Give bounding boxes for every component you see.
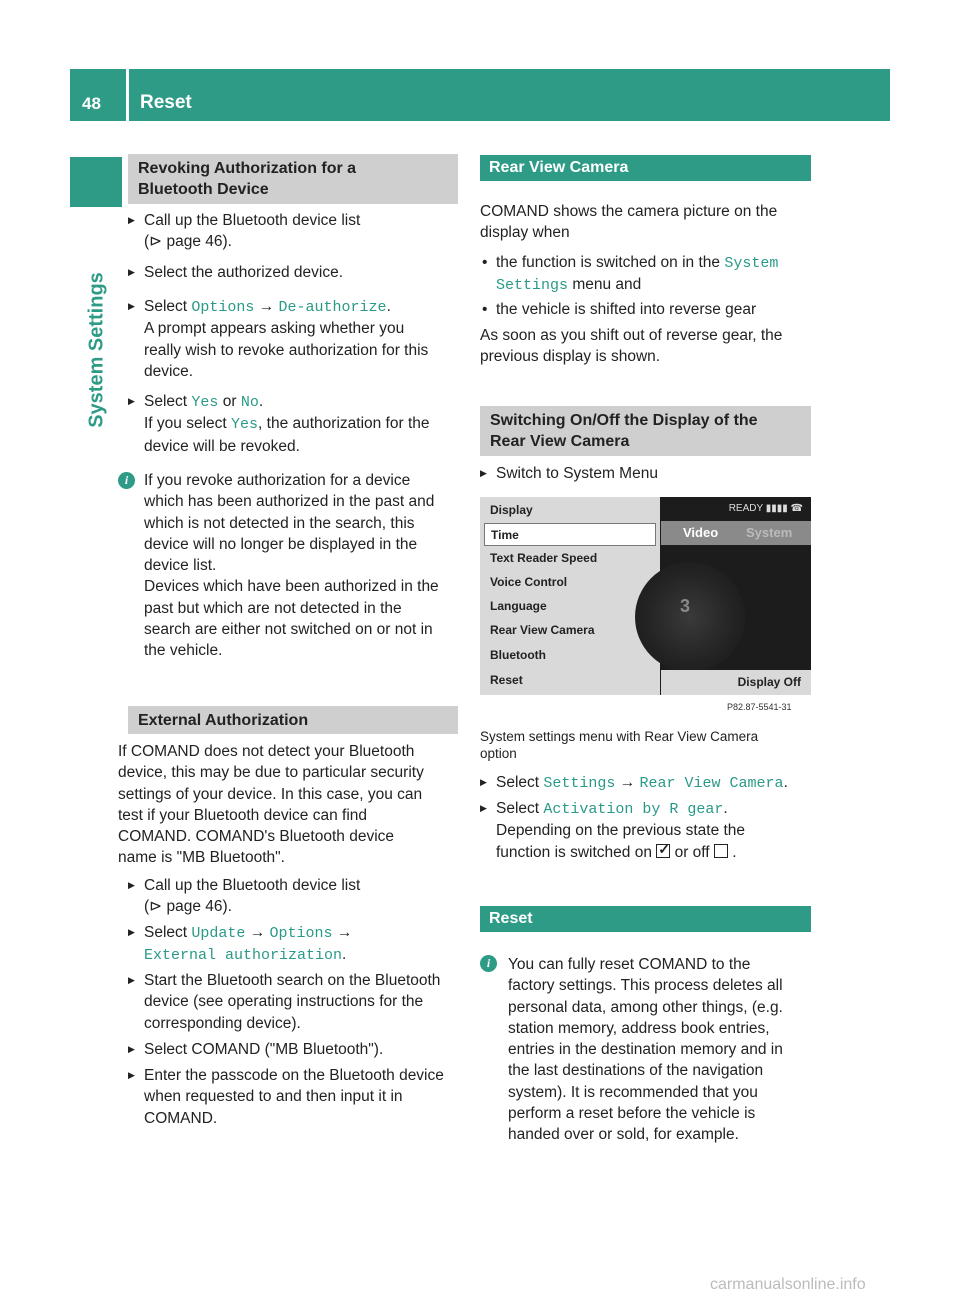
menu-item-language[interactable]: Language [490,599,547,613]
menu-item-reset[interactable]: Reset [490,673,523,687]
rear-camera-paragraph-2: As soon as you shift out of reverse gear, the previous display is shown. [480,327,783,366]
revoke-step-3: ▶ Select Options → De-authorize. A prompt appears asking whether you really wish to revoke authorization for this device. [128,296,428,382]
external-step-1: ▶ Call up the Bluetooth device list (⊳ page 46). [128,875,360,918]
revoke-info-note: If you revoke authorization for a device which has been authorized in the past and which is not detected in the search, this device will no longer be displayed in the device list. Devices which have been authorized in the past but which are not detected in the search are either not switched on or not in the vehicle. [144,472,439,660]
menu-option-de-authorize: De-authorize [278,299,387,316]
tab-video[interactable]: Video [683,525,719,540]
revoke-step-2: ▶ Select the authorized device. [128,262,343,283]
switching-step-1: ▶ Switch to System Menu [480,463,658,484]
reset-heading: Reset [480,906,811,932]
screenshot-code: P82.87-5541-31 [727,702,792,712]
external-step-2: ▶ Select Update → Options → External authorization. [128,922,352,967]
revoke-heading: Revoking Authorization for a Bluetooth Device [128,154,458,204]
menu-item-bluetooth[interactable]: Bluetooth [490,648,546,662]
switching-heading: Switching On/Off the Display of the Rear View Camera [480,406,811,456]
rear-camera-heading: Rear View Camera [480,155,811,181]
switching-step-3: ▶ Select Activation by R gear. Depending on the previous state the function is switched on ✓ or off . [480,798,745,863]
tab-bar [661,521,811,545]
external-heading: External Authorization [128,706,458,734]
page-title: Reset [140,92,192,113]
menu-item-time[interactable]: Time [484,523,656,546]
reset-info-note: You can fully reset COMAND to the factory settings. This process deletes all personal data, among other things, (e.g. station memory, address book entries, entries in the destination memory and in the last destinations of the navigation system). It is recommended that you perform a reset before the vehicle is handed over or sold, for example. [508,956,783,1144]
header-divider [126,69,129,121]
menu-item-rear-view-camera[interactable]: Rear View Camera [490,623,595,637]
revoke-step-4: ▶ Select Yes or No. If you select Yes, the authorization for the device will be revoked. [128,391,430,457]
menu-option-no: No [240,394,259,411]
external-step-3: ▶ Start the Bluetooth search on the Bluetooth device (see operating instructions for the corresponding device). [128,970,440,1034]
header-bar [70,69,890,121]
side-tab-label: System Settings [85,272,108,428]
external-step-4: ▶ Select COMAND ("MB Bluetooth"). [128,1039,383,1060]
tab-system[interactable]: System [746,525,793,540]
page-number: 48 [82,94,101,113]
screenshot-caption: System settings menu with Rear View Camera option [480,729,759,761]
external-step-5: ▶ Enter the passcode on the Bluetooth device when requested to and then input it in COMAND. [128,1065,444,1129]
info-icon: i [118,472,135,489]
info-icon: i [480,955,497,972]
status-bar: READY ▮▮▮▮ ☎ [661,497,811,521]
system-menu-list [480,497,660,695]
menu-item-display[interactable]: Display [490,503,533,517]
rear-camera-paragraph: COMAND shows the camera picture on the display when [480,203,778,242]
menu-item-voice-control[interactable]: Voice Control [490,575,568,589]
menu-option-yes: Yes [191,394,219,411]
rear-camera-bullet-2: • the vehicle is shifted into reverse gear [480,299,756,320]
clock-dial [635,562,745,672]
menu-option-options: Options [191,299,255,316]
display-off-button[interactable]: Display Off [661,670,811,695]
checkbox-checked-icon [656,844,670,858]
menu-item-text-reader-speed[interactable]: Text Reader Speed [490,551,598,565]
clock-dial-label: 3 [680,596,691,616]
checkbox-unchecked-icon [714,844,728,858]
watermark: carmanualsonline.info [710,1276,866,1293]
rear-camera-bullet-1: • the function is switched on in the System Settings menu and [480,252,778,297]
side-tab-block [70,157,122,207]
revoke-step-1: ▶ Call up the Bluetooth device list (⊳ page 46). [128,210,360,253]
switching-step-2: ▶ Select Settings → Rear View Camera. [480,772,788,794]
external-paragraph: If COMAND does not detect your Bluetooth device, this may be due to particular security settings of your device. In this case, you can test if your Bluetooth device can find COMAND. COMAND's Bluetooth device name is "MB Bluetooth". [118,743,424,867]
system-menu-screenshot [480,497,811,695]
